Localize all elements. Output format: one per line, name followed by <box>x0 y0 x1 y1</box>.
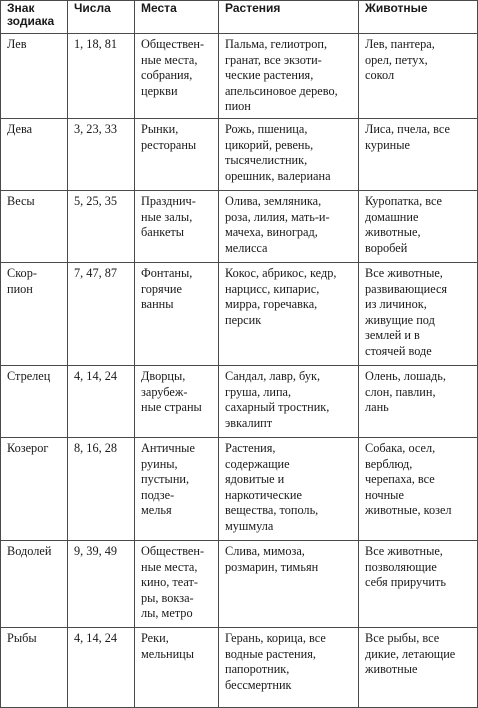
plants-cell: Рожь, пшеница, цикорий, ревень, тысячелистник, орешник, валериана <box>219 119 359 191</box>
numbers-cell: 8, 16, 28 <box>68 438 135 541</box>
header-row <box>1 1 478 34</box>
table-row <box>1 628 478 708</box>
plants-cell: Пальма, гелиотроп, гранат, все экзоти- ческие растения, апельсиновое дерево, пион <box>219 34 359 119</box>
animals-cell: Все рыбы, все дикие, летающие животные <box>359 628 478 708</box>
animals-cell: Олень, лошадь, слон, павлин, лань <box>359 366 478 438</box>
plants-cell: Слива, мимоза, розмарин, тимьян <box>219 541 359 628</box>
table-row <box>1 366 478 438</box>
header-animals: Животные <box>359 1 478 34</box>
places-cell: Античные руины, пустыни, подзе- мелья <box>135 438 219 541</box>
places-cell: Дворцы, зарубеж- ные страны <box>135 366 219 438</box>
sign-cell: Рыбы <box>1 628 68 708</box>
places-cell: Празднич- ные залы, банкеты <box>135 191 219 263</box>
header-sign: Знак зодиака <box>1 1 68 34</box>
sign-cell: Скор- пион <box>1 263 68 366</box>
table-row <box>1 438 478 541</box>
numbers-cell: 9, 39, 49 <box>68 541 135 628</box>
animals-cell: Все животные, позволяющие себя приручить <box>359 541 478 628</box>
places-cell: Обществен- ные места, собрания, церкви <box>135 34 219 119</box>
numbers-cell: 1, 18, 81 <box>68 34 135 119</box>
animals-cell: Лиса, пчела, все куриные <box>359 119 478 191</box>
plants-cell: Герань, корица, все водные растения, папоротник, бессмертник <box>219 628 359 708</box>
sign-cell: Водолей <box>1 541 68 628</box>
sign-cell: Стрелец <box>1 366 68 438</box>
plants-cell: Сандал, лавр, бук, груша, липа, сахарный тростник, эвкалипт <box>219 366 359 438</box>
numbers-cell: 7, 47, 87 <box>68 263 135 366</box>
plants-cell: Олива, земляника, роза, лилия, мать-и- мачеха, виноград, мелисса <box>219 191 359 263</box>
table-row <box>1 119 478 191</box>
table-row <box>1 541 478 628</box>
animals-cell: Лев, пантера, орел, петух, сокол <box>359 34 478 119</box>
header-plants: Растения <box>219 1 359 34</box>
table-row <box>1 34 478 119</box>
numbers-cell: 5, 25, 35 <box>68 191 135 263</box>
animals-cell: Все животные, развивающиеся из личинок, живущие под землей и в стоячей воде <box>359 263 478 366</box>
numbers-cell: 4, 14, 24 <box>68 366 135 438</box>
places-cell: Фонтаны, горячие ванны <box>135 263 219 366</box>
places-cell: Рынки, рестораны <box>135 119 219 191</box>
header-places: Места <box>135 1 219 34</box>
header-numbers: Числа <box>68 1 135 34</box>
plants-cell: Кокос, абрикос, кедр, нарцисс, кипарис, мирра, горечавка, персик <box>219 263 359 366</box>
table-row <box>1 191 478 263</box>
plants-cell: Растения, содержащие ядовитые и наркотические вещества, тополь, мушмула <box>219 438 359 541</box>
sign-cell: Весы <box>1 191 68 263</box>
numbers-cell: 3, 23, 33 <box>68 119 135 191</box>
animals-cell: Куропатка, все домашние животные, воробей <box>359 191 478 263</box>
table-row <box>1 263 478 366</box>
animals-cell: Собака, осел, верблюд, черепаха, все ночные животные, козел <box>359 438 478 541</box>
sign-cell: Лев <box>1 34 68 119</box>
places-cell: Реки, мельницы <box>135 628 219 708</box>
sign-cell: Козерог <box>1 438 68 541</box>
places-cell: Обществен- ные места, кино, теат- ры, вокза- лы, метро <box>135 541 219 628</box>
sign-cell: Дева <box>1 119 68 191</box>
numbers-cell: 4, 14, 24 <box>68 628 135 708</box>
